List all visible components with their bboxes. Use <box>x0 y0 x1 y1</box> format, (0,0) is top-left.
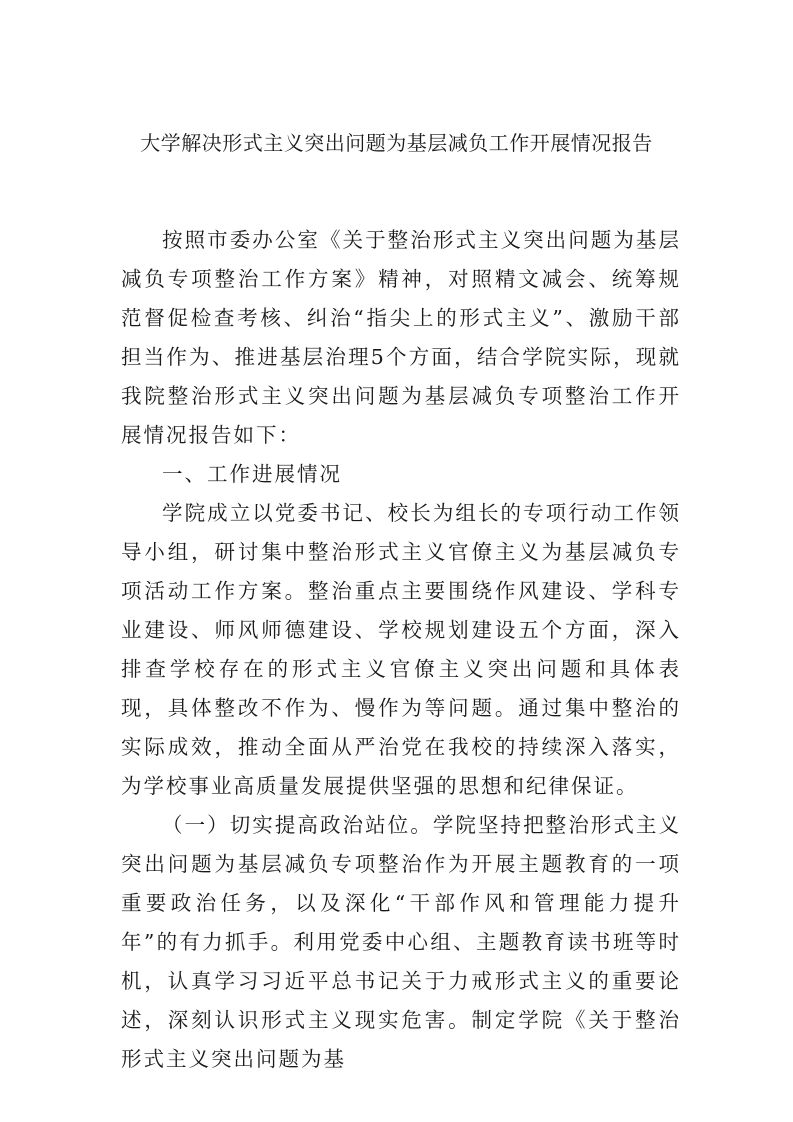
intro-paragraph: 按照市委办公室《关于整治形式主义突出问题为基层减负专项整治工作方案》精神，对照精文减会、统筹规范督促检查考核、纠治“指尖上的形式主义”、激励干部担当作为、推进基层治理5个方面，结合学院实际，现就我院整治形式主义突出问题为基层减负专项整治工作开展情况报告如下： <box>121 228 681 447</box>
section-heading: 一、工作进展情况 <box>162 462 342 486</box>
document-title: 大学解决形式主义突出问题为基层减负工作开展情况报告 <box>140 131 653 155</box>
document-body <box>121 221 681 1079</box>
body-paragraph: （一）切实提高政治站位。学院坚持把整治形式主义突出问题为基层减负专项整治作为开展主题教育的一项重要政治任务，以及深化“干部作风和管理能力提升年”的有力抓手。利用党委中心组、主题教育读书班等时机，认真学习习近平总书记关于力戒形式主义的重要论述，深刻认识形式主义现实危害。制定学院《关于整治形式主义突出问题为基 <box>121 813 681 1071</box>
body-paragraph: 学院成立以党委书记、校长为组长的专项行动工作领导小组，研讨集中整治形式主义官僚主义为基层减负专项活动工作方案。整治重点主要围绕作风建设、学科专业建设、师风师德建设、学校规划建设五个方面，深入排查学校存在的形式主义官僚主义突出问题和具体表现，具体整改不作为、慢作为等问题。通过集中整治的实际成效，推动全面从严治党在我校的持续深入落实，为学校事业高质量发展提供坚强的思想和纪律保证。 <box>121 501 681 798</box>
